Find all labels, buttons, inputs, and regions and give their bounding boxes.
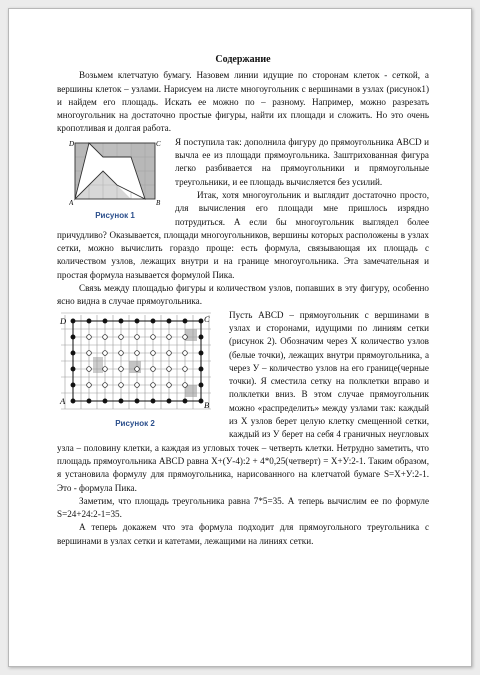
boundary-node <box>71 367 75 371</box>
interior-node <box>135 382 140 387</box>
interior-node <box>151 366 156 371</box>
figure-2-caption: Рисунок 2 <box>115 418 155 428</box>
fig2-label-a: A <box>60 395 66 406</box>
figure-2 <box>57 311 213 429</box>
paragraph-intro: Возьмем клетчатую бумагу. Назовем линии идущие по сторонам клеток - сеткой, а вершины клеток – узлами. Нарисуем на листе многоугольник с вершинами в узлах (рисунок1) и найдем его площадь. Искать ее можно по – разному. Например, можно разрезать многоугольник на достаточно простые фигуры, найти их площади и сложить. Но это очень кропотливая и долгая работа. <box>57 70 429 134</box>
fig2-label-d: D <box>60 315 67 326</box>
paragraph-pick-formula: Итак, хотя многоугольник и выглядит достаточно просто, для вычисления его площади мне пришлось изрядно потрудиться. А если бы многоугольник выглядел более причудливо? Оказывается, площади многоугольников, вершины которых расположены в узлах сетки, можно вычислить гораздо проще: есть формула, связывающая их площадь с количеством узлов, лежащих внутри и на границе многоугольника. Эта замечательная и простая формула называется формулой Пика. <box>57 189 429 280</box>
interior-node <box>183 334 188 339</box>
boundary-node <box>199 335 203 339</box>
boundary-node <box>199 367 203 371</box>
interior-node <box>167 366 172 371</box>
boundary-node <box>71 335 75 339</box>
figure-2-grid <box>57 311 213 415</box>
interior-node <box>183 382 188 387</box>
interior-node <box>167 382 172 387</box>
interior-node <box>103 382 108 387</box>
interior-node <box>103 334 108 339</box>
boundary-node <box>199 319 203 323</box>
figure-1-grid <box>69 137 161 207</box>
boundary-node <box>199 399 203 403</box>
boundary-node <box>71 319 75 323</box>
fig2-label-c: C <box>204 313 210 324</box>
boundary-node <box>167 399 171 403</box>
interior-node <box>87 382 92 387</box>
boundary-node <box>87 319 91 323</box>
document-body <box>57 53 429 548</box>
interior-node <box>119 350 124 355</box>
paragraph-right-triangle: А теперь докажем что эта формула подходит для прямоугольного треугольника с вершинами в узлах сетки и катетами, лежащими на линиях сетки. <box>57 522 429 546</box>
interior-node <box>183 366 188 371</box>
interior-node <box>103 350 108 355</box>
paragraph-proof: Пусть ABCD – прямоугольник с вершинами в узлах и сторонами, идущими по линиям сетки (рисунок 2). Обозначим через X количество узлов (белые точки), лежащих внутри прямоугольника, а через У – количество узлов на его границе(черные точки). Я сместила сетку на полклетки вправо и полклетки вниз. В этом случае прямоугольник можно «распределить» между узлами так: каждый из X узлов берет целую клетку смещенной сетки, каждый из У берет на себя 4 граничных неугловых узла – половину клетки, а каждая из угловых точек – четверть клетки. Нетрудно заметить, что площадь прямоугольника ABCD равна X+(У-4):2 + 4*0,25(четверт) = X+У:2-1. Таким образом, я установила формулу для прямоугольника, нарисованного на клетчатой бумаге S=X+У:2-1. Это - формула Пика. <box>57 309 429 493</box>
boundary-node <box>135 319 139 323</box>
interior-node <box>151 350 156 355</box>
fig1-label-b: B <box>156 198 161 207</box>
document-page <box>8 8 472 667</box>
fig1-label-a: A <box>69 198 74 207</box>
interior-node <box>87 334 92 339</box>
boundary-node <box>87 399 91 403</box>
boundary-node <box>183 399 187 403</box>
interior-node <box>151 334 156 339</box>
interior-node <box>135 334 140 339</box>
boundary-node <box>71 351 75 355</box>
fig2-label-b: B <box>204 399 210 410</box>
interior-node <box>183 350 188 355</box>
interior-node <box>119 366 124 371</box>
interior-node <box>103 366 108 371</box>
figure-1-caption: Рисунок 1 <box>95 211 135 221</box>
page-title: Содержание <box>215 54 271 65</box>
boundary-node <box>151 399 155 403</box>
boundary-node <box>135 399 139 403</box>
paragraph-rectangle: Связь между площадью фигуры и количеством узлов, попавших в эту фигуру, особенно ясно видна в случае прямоугольника. <box>57 283 429 307</box>
interior-node <box>167 334 172 339</box>
boundary-node <box>183 319 187 323</box>
paragraph-triangle-area: Заметим, что площадь треугольника равна 7*5=35. А теперь вычислим ее по формуле S=24+24:2-1=35. <box>57 495 429 520</box>
boundary-node <box>103 319 107 323</box>
boundary-node <box>119 399 123 403</box>
boundary-node <box>167 319 171 323</box>
boundary-node <box>103 399 107 403</box>
interior-node <box>167 350 172 355</box>
boundary-node <box>71 399 75 403</box>
fig1-label-c: C <box>156 139 161 148</box>
interior-node <box>87 366 92 371</box>
interior-node <box>151 382 156 387</box>
boundary-node <box>71 383 75 387</box>
fig1-label-d: D <box>69 139 75 148</box>
interior-node <box>119 334 124 339</box>
paragraph-method: Я поступила так: дополнила фигуру до прямоугольника ABCD и вычла ее из площади прямоугольника. Заштрихованная фигура легко разбивается на прямоугольники и прямоугольные треугольники, и ее площадь вычисляется без усилий. <box>175 136 429 187</box>
boundary-node <box>199 383 203 387</box>
boundary-node <box>119 319 123 323</box>
interior-node <box>119 382 124 387</box>
interior-node <box>135 350 140 355</box>
interior-node <box>87 350 92 355</box>
boundary-node <box>199 351 203 355</box>
boundary-node <box>151 319 155 323</box>
interior-node <box>135 366 140 371</box>
figure-1 <box>69 137 161 221</box>
